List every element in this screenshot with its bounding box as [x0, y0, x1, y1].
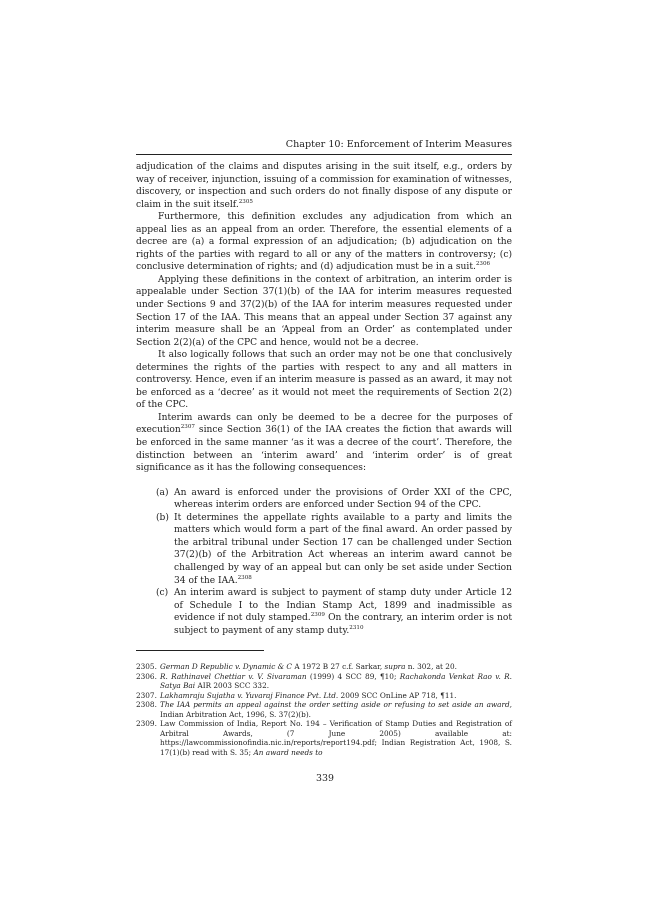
page-number: 339: [316, 773, 334, 784]
footnote: 2307. Lakhamraju Sujatha v. Yuvaraj Finance Pvt. Ltd. 2009 SCC OnLine AP 718, ¶11.: [136, 690, 457, 700]
list-label: (b): [156, 512, 169, 523]
footnote-ref[interactable]: 2308: [237, 574, 252, 581]
list-item: (b) It determines the appellate rights available to a party and limits the matters which would form a part of the final award. An order passed by the arbitral tribunal under Section 17 can be challenged under Section 37(2)(b) of the Arbitration Act whereas an interim award cannot be challenged by way of an appeal but can only be set aside under Section 34 of the IAA.$^{2308}$: [156, 512, 512, 586]
footnote: 2305. German D Republic v. Dynamic & C A 1972 B 27 c.f. Sarkar, supra n. 302, at 20.: [136, 662, 457, 672]
paragraph: It also logically follows that such an order may not be one that conclusively determines the rights of the parties with respect to any and all matters in controversy. Hence, even if an interim measure is passed as an award, it may not be enforced as a ‘decree’ as it would not meet the requirements of Section 2(2) of the CPC.: [136, 350, 512, 411]
footnote: 2306. R. Rathinavel Chettiar v. V. Sivaraman (1999) 4 SCC 89, ¶10; Rachakonda Venkat Rao v. R. Satya Bai AIR 2003 SCC 332.: [136, 671, 512, 691]
consequences-list: [136, 487, 512, 638]
footnote-ref[interactable]: 2309: [310, 612, 325, 619]
list-label: (a): [156, 487, 169, 498]
footnote-divider: [136, 650, 264, 651]
footnote: 2308. The IAA permits an appeal against the order setting aside or refusing to set aside an award, Indian Arbitration Act, 1996, S. 37(2)(b).: [136, 700, 512, 719]
page-content: [136, 138, 512, 757]
body-text: [136, 161, 512, 637]
footnote: 2309. Law Commission of India, Report No. 194 – Verification of Stamp Duties and Registration of Arbitral Awards, (7 June 2005) available at: https://lawcommissionofindia.nic.in/reports/report194.pdf; Indian Registration Act, 1908, S. 17(1)(b) read with S. 35; An award needs to: [136, 719, 512, 757]
list-label: (c): [156, 588, 169, 599]
footnote-ref[interactable]: 2310: [349, 624, 364, 631]
footnotes: [136, 662, 512, 757]
list-item: (c) An interim award is subject to payment of stamp duty under Article 12 of Schedule I to the Indian Stamp Act, 1899 and inadmissible as evidence if not duly stamped.$^{2309}$ On the contrary, an interim order is not subject to payment of any stamp duty.$^{2310}$: [156, 588, 512, 636]
list-item: (a) An award is enforced under the provisions of Order XXI of the CPC, whereas interim orders are enforced under Section 94 of the CPC.: [156, 487, 512, 511]
paragraph: Applying these definitions in the context of arbitration, an interim order is appealable under Section 37(1)(b) of the IAA for interim measures requested under Sections 9 and 37(2)(b) of the IAA for interim measures requested under Section 17 of the IAA. This means that an appeal under Section 37 against any interim measure shall be an ‘Appeal from an Order’ as contemplated under Section 2(2)(a) of the CPC and hence, would not be a decree.: [136, 274, 512, 348]
paragraph: Interim awards can only be deemed to be a decree for the purposes of execution$^{2307}$ since Section 36(1) of the IAA creates the fiction that awards will be enforced in the same manner ‘as it was a decree of the court’. Therefore, the distinction between an ‘interim award’ and ‘interim order’ is of great significance as it has the following consequences:: [136, 412, 512, 474]
paragraph: Furthermore, this definition excludes any adjudication from which an appeal lies as an appeal from an order. Therefore, the essential elements of a decree are (a) a formal expression of an adjudication; (b) adjudication on the rights of the parties with regard to all or any of the matters in controversy; (c) conclusive determination of rights; and (d) adjudication must be in a suit.$^{2306}$: [136, 212, 512, 273]
footnote-ref[interactable]: 2306: [475, 261, 491, 268]
running-head: Chapter 10: Enforcement of Interim Measures: [136, 138, 512, 155]
footnote-ref[interactable]: 2305: [238, 198, 253, 205]
paragraph: adjudication of the claims and disputes arising in the suit itself, e.g., orders by way of receiver, injunction, issuing of a commission for examination of witnesses, discovery, or inspection and such orders do not finally dispose of any dispute or claim in the suit itself.$^{2305}$: [136, 162, 512, 210]
footnote-ref[interactable]: 2307: [180, 424, 195, 431]
